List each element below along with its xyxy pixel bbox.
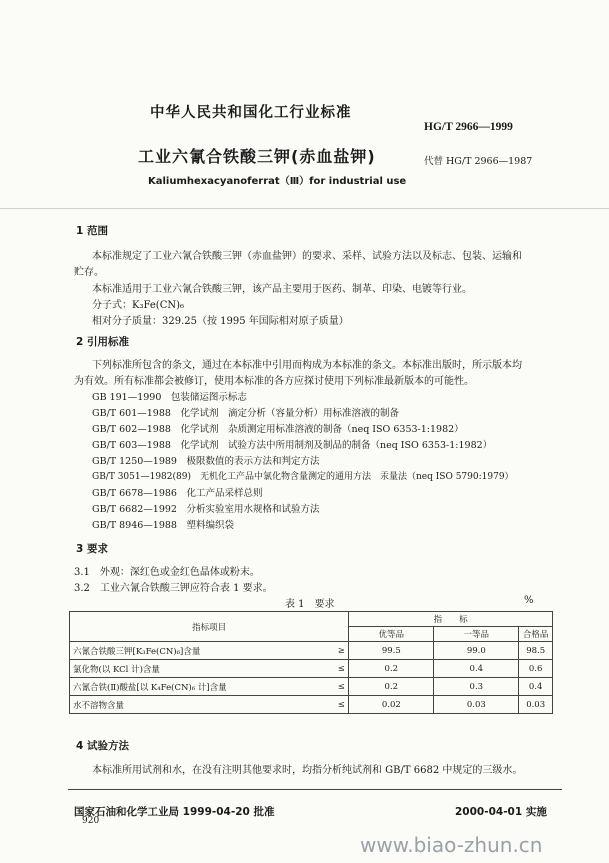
reference-code: GB/T 601—1988 (92, 408, 171, 419)
formula-label: 分子式： (92, 300, 132, 311)
issuing-authority: 中华人民共和国化工行业标准 (150, 105, 352, 121)
row-value: 0.2 (349, 660, 434, 678)
approval-note: 国家石油和化学工业局 1999-04-20 批准 (74, 806, 275, 818)
test-methods-paragraph: 本标准所用试剂和水，在没有注明其他要求时，均指分析纯试剂和 GB/T 6682 中规定的三级水。 (92, 765, 523, 776)
references-intro-a: 下列标准所包含的条文，通过在本标准中引用而构成为本标准的条文。本标准出版时，所示版本均 (92, 360, 522, 371)
column-header-item: 指标项目 (70, 612, 349, 642)
row-value: 0.2 (349, 678, 434, 696)
row-value: 98.5 (519, 642, 553, 660)
table-row (70, 642, 553, 660)
column-header-grade: 合格品 (519, 627, 553, 642)
row-value: 99.0 (434, 642, 519, 660)
row-item: 氯化物(以 KCl 计)含量 (70, 660, 335, 678)
reference-item (92, 517, 234, 531)
reference-title: 包装储运图示标志 (170, 392, 247, 403)
molecular-formula (92, 296, 184, 311)
scope-paragraph-1a: 本标准规定了工业六氰合铁酸三钾（赤血盐钾）的要求、采样、试验方法以及标志、包装、运输和 (92, 251, 522, 262)
row-item: 六氰合铁(Ⅱ)酸盐[以 K₄Fe(CN)₆ 计]含量 (70, 678, 335, 696)
watermark: www.biao-zhun.cn (360, 833, 543, 857)
table-row (70, 696, 553, 714)
section-heading-scope: 1 范围 (76, 225, 108, 237)
reference-item (92, 437, 492, 451)
reference-code: GB/T 1250—1989 (92, 456, 177, 467)
row-value: 99.5 (349, 642, 434, 660)
formula-value: K₃Fe(CN)₆ (132, 300, 185, 311)
standard-title-en: Kaliumhexacyanoferrat（Ⅲ）for industrial use (148, 176, 407, 187)
reference-title: 无机化工产品中氯化物含量测定的通用方法 汞量法（neq ISO 5790:1979） (200, 472, 514, 482)
implementation-date: 2000-04-01 实施 (455, 806, 547, 818)
footer-divider (68, 789, 562, 790)
references-intro-b: 为有效。所有标准都会被修订，使用本标准的各方应探讨使用下列标准最新版本的可能性。 (74, 376, 474, 387)
table-caption: 表 1 要求 (285, 599, 335, 610)
replaces-note: 代替 HG/T 2966—1987 (424, 156, 533, 167)
reference-title: 塑料编织袋 (186, 520, 235, 531)
row-value: 0.4 (519, 678, 553, 696)
page-number: 920 (82, 816, 100, 826)
table-unit: % (524, 595, 534, 606)
reference-item (92, 421, 464, 435)
row-item: 水不溶物含量 (70, 696, 335, 714)
reference-item (92, 469, 514, 482)
reference-title: 化学试剂 试验方法中所用制剂及制品的制备（neq ISO 6353-1:1982） (180, 440, 493, 451)
requirements-table (69, 611, 553, 714)
scope-paragraph-1b: 贮存。 (74, 267, 104, 278)
row-limit-symbol: ≤ (334, 696, 349, 714)
reference-code: GB/T 603—1988 (92, 440, 171, 451)
reference-code: GB 191—1990 (92, 392, 162, 403)
row-value: 0.03 (434, 696, 519, 714)
reference-item (92, 501, 320, 515)
table-row (70, 660, 553, 678)
reference-code: GB/T 3051—1982(89) (92, 472, 191, 482)
reference-code: GB/T 6678—1986 (92, 488, 177, 499)
reference-code: GB/T 6682—1992 (92, 504, 177, 515)
table-header-row (70, 612, 553, 627)
reference-item (92, 453, 320, 467)
requirement-appearance: 3.1 外观：深红色或金红色晶体或粉末。 (74, 567, 260, 578)
molecular-mass: 相对分子质量：329.25（按 1995 年国际相对原子质量） (92, 316, 349, 327)
column-header-group: 指 标 (349, 612, 553, 627)
reference-title: 极限数值的表示方法和判定方法 (186, 456, 320, 467)
column-header-grade: 一等品 (434, 627, 519, 642)
reference-title: 化工产品采样总则 (186, 488, 263, 499)
reference-item (92, 485, 263, 499)
reference-title: 分析实验室用水规格和试验方法 (186, 504, 320, 515)
row-limit-symbol: ≥ (334, 642, 349, 660)
standard-number: HG/T 2966—1999 (424, 121, 513, 133)
row-item: 六氰合铁酸三钾[K₃Fe(CN)₆]含量 (70, 642, 335, 660)
section-heading-requirements: 3 要求 (76, 543, 108, 555)
reference-item (92, 389, 247, 403)
row-value: 0.3 (434, 678, 519, 696)
header-divider (0, 208, 609, 209)
reference-code: GB/T 602—1988 (92, 424, 171, 435)
row-value: 0.02 (349, 696, 434, 714)
row-limit-symbol: ≤ (334, 660, 349, 678)
section-heading-references: 2 引用标准 (76, 336, 129, 348)
requirement-table-ref: 3.2 工业六氰合铁酸三钾应符合表 1 要求。 (74, 583, 273, 594)
row-limit-symbol: ≤ (334, 678, 349, 696)
reference-item (92, 405, 399, 419)
row-value: 0.4 (434, 660, 519, 678)
scope-paragraph-2: 本标准适用于工业六氰合铁酸三钾，该产品主要用于医药、制革、印染、电镀等行业。 (92, 284, 472, 295)
reference-title: 化学试剂 杂质测定用标准溶液的制备（neq ISO 6353-1:1982） (180, 424, 464, 435)
standard-title-cn: 工业六氰合铁酸三钾(赤血盐钾) (138, 147, 376, 166)
reference-title: 化学试剂 滴定分析（容量分析）用标准溶液的制备 (180, 408, 399, 419)
column-header-grade: 优等品 (349, 627, 434, 642)
table-row (70, 678, 553, 696)
section-heading-test-methods: 4 试验方法 (76, 740, 129, 752)
reference-code: GB/T 8946—1988 (92, 520, 177, 531)
row-value: 0.6 (519, 660, 553, 678)
row-value: 0.03 (519, 696, 553, 714)
